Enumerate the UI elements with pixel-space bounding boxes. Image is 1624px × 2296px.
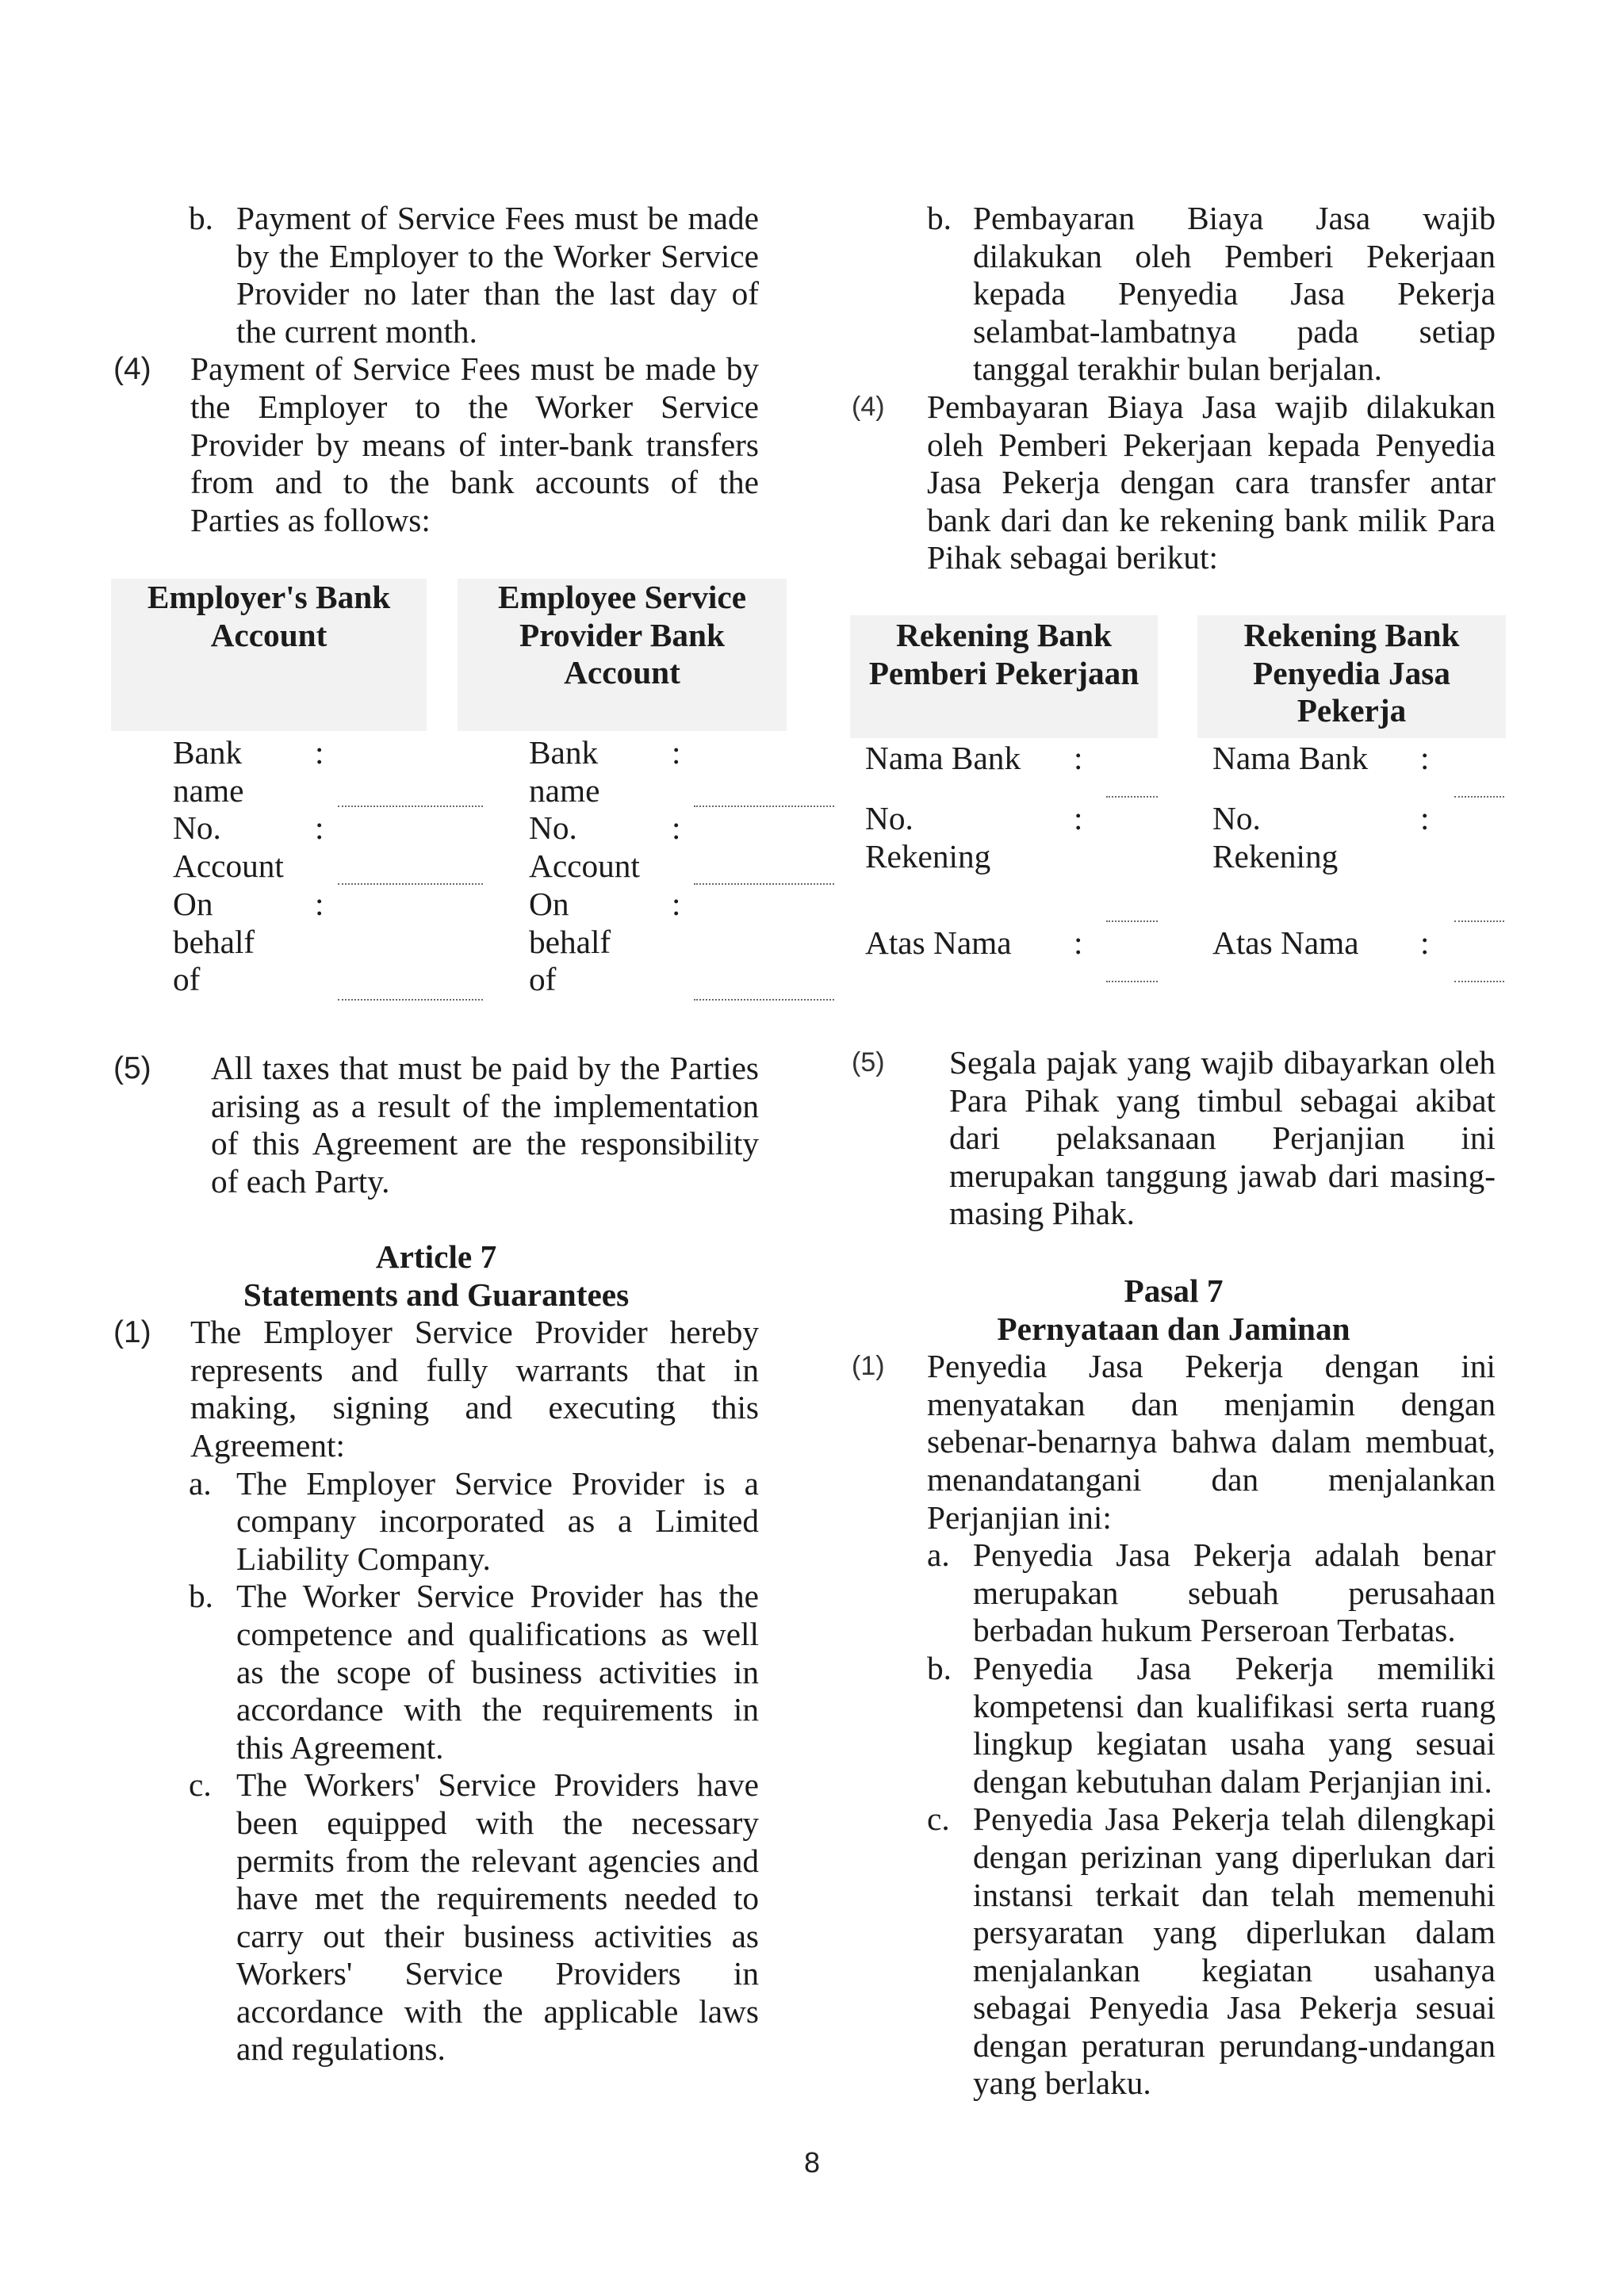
bank-header-provider — [458, 579, 787, 731]
blank-fill-line — [694, 806, 834, 807]
clause-text: The Employer Service Provider hereby represents and fully warrants that in making, signing and executing this Agreement: — [190, 1314, 759, 1464]
clause-number: (4) — [113, 352, 151, 387]
item-marker: b. — [189, 200, 213, 236]
clause-1-item-b — [113, 1578, 759, 1766]
bank-header-employer — [850, 615, 1158, 738]
field-colon: : — [1420, 924, 1430, 961]
field-colon: : — [315, 886, 324, 922]
clause-number: (1) — [113, 1315, 151, 1350]
bank-header-provider — [1197, 615, 1506, 738]
blank-fill-line — [694, 999, 834, 1001]
article-subtitle: Statements and Guarantees — [243, 1276, 630, 1313]
field-colon: : — [315, 734, 324, 771]
clause-number: (5) — [113, 1051, 151, 1085]
right-clause-5-block — [852, 1044, 1496, 1233]
blank-fill-line — [694, 883, 834, 885]
page-number: 8 — [803, 2146, 821, 2179]
item-marker: a. — [927, 1536, 950, 1574]
field-label-bank-name: Nama Bank — [1212, 740, 1369, 776]
field-colon: : — [672, 809, 681, 846]
bank-header-text: Rekening Bank Penyedia Jasa Pekerja — [1243, 617, 1460, 729]
field-label-bank-name: Bank name — [529, 734, 600, 809]
field-colon: : — [672, 886, 681, 922]
clause-text: Penyedia Jasa Pekerja dengan ini menyatakan dan menjamin dengan sebenar-benarnya bahwa dalam membuat, menandatangani dan menjalankan Perjanjian ini: — [927, 1348, 1496, 1536]
item-marker: a. — [189, 1464, 212, 1502]
ayat-1-item-c — [852, 1800, 1496, 2103]
field-colon: : — [1074, 924, 1083, 961]
bank-header-text: Rekening Bank Pemberi Pekerjaan — [868, 617, 1139, 691]
field-colon: : — [672, 734, 681, 771]
item-text: The Worker Service Provider has the competence and qualifications as well as the scope of business activities in accordance with the requirements in this Agreement. — [236, 1578, 759, 1766]
field-colon: : — [1074, 800, 1083, 836]
blank-fill-line — [1106, 796, 1158, 798]
field-label-account-holder: Atas Nama — [1212, 924, 1359, 961]
clause-number: (4) — [852, 391, 885, 422]
article-title: Pasal 7 — [1124, 1272, 1224, 1309]
item-text: Payment of Service Fees must be made by the Employer to the Worker Service Provider no later than the last day of the current month. — [236, 200, 759, 350]
item-marker: b. — [927, 200, 952, 236]
item-marker: b. — [927, 1649, 952, 1686]
item-marker: c. — [927, 1800, 950, 1838]
clause-text: All taxes that must be paid by the Parties arising as a result of the implementation of this Agreement are the responsibility of each Party. — [211, 1050, 759, 1200]
bank-header-text: Employer's Bank Account — [147, 579, 391, 653]
clause-text: Payment of Service Fees must be made by the Employer to the Worker Service Provider by means of inter-bank transfers from and to the bank accounts of the Parties as follows: — [190, 350, 759, 538]
ayat-1-item-a — [852, 1536, 1496, 1650]
pasal-3-item-b — [852, 200, 1496, 388]
blank-fill-line — [1454, 981, 1504, 982]
blank-fill-line — [338, 999, 483, 1001]
field-label-bank-name: Bank name — [173, 734, 244, 809]
left-article-block — [113, 1238, 759, 2068]
field-label-account-number: No. Account — [529, 809, 640, 884]
blank-fill-line — [338, 806, 483, 807]
blank-fill-line — [1106, 920, 1158, 922]
blank-fill-line — [1454, 796, 1504, 798]
field-colon: : — [1420, 740, 1430, 776]
field-colon: : — [1074, 740, 1083, 776]
field-label-account-number: No. Account — [173, 809, 284, 884]
right-article-block — [852, 1272, 1496, 2103]
clause-1-item-c — [113, 1766, 759, 2068]
blank-fill-line — [1106, 981, 1158, 982]
item-text: Penyedia Jasa Pekerja telah dilengkapi dengan perizinan yang diperlukan dari instansi terkait dan telah memenuhi persyaratan yang diperlukan dalam menjalankan kegiatan usahanya sebagai Penyedia Jasa Pekerja sesuai dengan peraturan perundang-undangan yang berlaku. — [973, 1800, 1496, 2102]
field-label-account-number: No. Rekening — [1212, 800, 1339, 874]
field-label-on-behalf-of: On behalf of — [173, 886, 255, 998]
blank-fill-line — [1454, 920, 1504, 922]
item-text: Penyedia Jasa Pekerja adalah benar merupakan sebuah perusahaan berbadan hukum Perseroan Terbatas. — [973, 1536, 1496, 1649]
clause-4 — [113, 350, 759, 539]
clause-1-item-a — [113, 1465, 759, 1578]
clause-3-item-b — [113, 200, 759, 350]
clause-5 — [113, 1050, 759, 1200]
item-marker: c. — [189, 1766, 212, 1804]
bank-header-text: Employee Service Provider Bank Account — [497, 579, 747, 691]
ayat-1-item-b — [852, 1650, 1496, 1800]
ayat-1 — [852, 1348, 1496, 1536]
item-text: The Employer Service Provider is a company incorporated as a Limited Liability Company. — [236, 1464, 759, 1577]
clause-text: Segala pajak yang wajib dibayarkan oleh Para Pihak yang timbul sebagai akibat dari pelaksanaan Perjanjian ini merupakan tanggung jawab dari masing-masing Pihak. — [949, 1044, 1496, 1232]
bank-header-employer — [111, 579, 427, 731]
field-label-bank-name: Nama Bank — [865, 740, 1021, 776]
field-colon: : — [1420, 800, 1430, 836]
clause-1 — [113, 1314, 759, 1464]
item-text: The Workers' Service Providers have been equipped with the necessary permits from the relevant agencies and have met the requirements needed to carry out their business activities as Workers' Service Providers in accordance with the applicable laws and regulations. — [236, 1766, 759, 2068]
article-subtitle: Pernyataan dan Jaminan — [997, 1310, 1350, 1347]
clause-number: (1) — [852, 1351, 885, 1382]
item-text: Pembayaran Biaya Jasa wajib dilakukan oleh Pemberi Pekerjaan kepada Penyedia Jasa Pekerja selambat-lambatnya pada setiap tanggal terakhir bulan berjalan. — [973, 200, 1496, 388]
clause-number: (5) — [852, 1047, 885, 1077]
item-text: Penyedia Jasa Pekerja memiliki kompetensi dan kualifikasi serta ruang lingkup kegiatan usaha yang sesuai dengan kebutuhan dalam Perjanjian ini. — [973, 1649, 1496, 1800]
article-title: Article 7 — [375, 1238, 497, 1275]
left-column-top — [113, 200, 759, 539]
clause-text: Pembayaran Biaya Jasa wajib dilakukan oleh Pemberi Pekerjaan kepada Penyedia Jasa Pekerja dengan cara transfer antar bank dari dan ke rekening bank milik Para Pihak sebagai berikut: — [927, 388, 1496, 576]
field-label-account-holder: Atas Nama — [865, 924, 1012, 961]
field-colon: : — [315, 809, 324, 846]
field-label-on-behalf-of: On behalf of — [529, 886, 611, 998]
ayat-4 — [852, 388, 1496, 577]
right-column-top — [852, 200, 1496, 577]
left-clause-5-block — [113, 1050, 759, 1200]
ayat-5 — [852, 1044, 1496, 1233]
blank-fill-line — [338, 883, 483, 885]
item-marker: b. — [189, 1578, 213, 1615]
field-label-account-number: No. Rekening — [865, 800, 991, 874]
